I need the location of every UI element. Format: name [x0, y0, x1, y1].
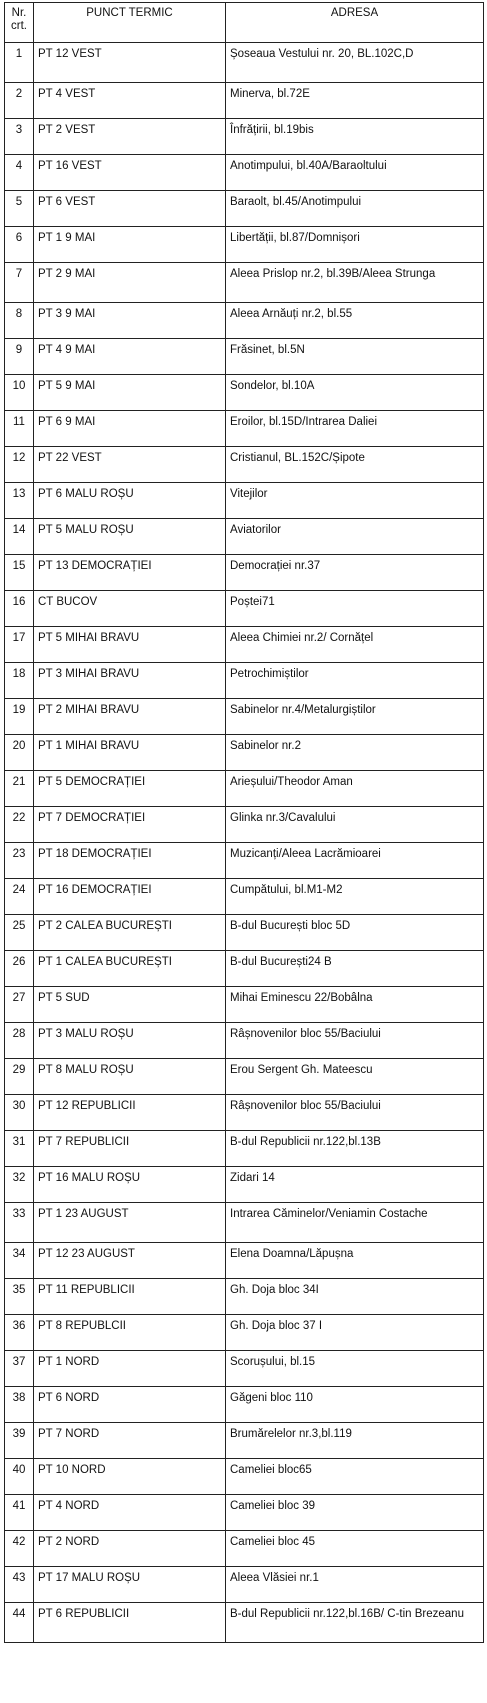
cell-adresa: B-dul București24 B	[226, 951, 484, 987]
cell-punct-termic: PT 12 VEST	[34, 43, 226, 83]
table-row	[5, 735, 484, 771]
cell-nr: 40	[5, 1459, 34, 1495]
table-row	[5, 1495, 484, 1531]
cell-punct-termic: PT 6 VEST	[34, 191, 226, 227]
cell-punct-termic: PT 5 MIHAI BRAVU	[34, 627, 226, 663]
cell-nr: 5	[5, 191, 34, 227]
cell-punct-termic: PT 5 9 MAI	[34, 375, 226, 411]
cell-adresa: Găgeni bloc 110	[226, 1387, 484, 1423]
cell-adresa: Cameliei bloc65	[226, 1459, 484, 1495]
heating-points-document	[4, 2, 483, 1643]
cell-punct-termic: CT BUCOV	[34, 591, 226, 627]
table-row	[5, 1203, 484, 1243]
cell-punct-termic: PT 4 NORD	[34, 1495, 226, 1531]
cell-nr: 39	[5, 1423, 34, 1459]
table-row	[5, 1351, 484, 1387]
header-punct-termic: PUNCT TERMIC	[34, 3, 226, 43]
cell-punct-termic: PT 6 REPUBLICII	[34, 1603, 226, 1643]
cell-nr: 2	[5, 83, 34, 119]
table-row	[5, 1023, 484, 1059]
cell-adresa: Aleea Arnăuți nr.2, bl.55	[226, 303, 484, 339]
cell-nr: 36	[5, 1315, 34, 1351]
cell-punct-termic: PT 7 NORD	[34, 1423, 226, 1459]
cell-adresa: B-dul București bloc 5D	[226, 915, 484, 951]
cell-nr: 33	[5, 1203, 34, 1243]
cell-nr: 13	[5, 483, 34, 519]
cell-nr: 3	[5, 119, 34, 155]
table-row	[5, 303, 484, 339]
cell-nr: 20	[5, 735, 34, 771]
cell-nr: 17	[5, 627, 34, 663]
cell-punct-termic: PT 2 VEST	[34, 119, 226, 155]
cell-punct-termic: PT 6 NORD	[34, 1387, 226, 1423]
cell-adresa: Intrarea Căminelor/Veniamin Costache	[226, 1203, 484, 1243]
cell-nr: 30	[5, 1095, 34, 1131]
cell-punct-termic: PT 2 NORD	[34, 1531, 226, 1567]
cell-nr: 15	[5, 555, 34, 591]
cell-punct-termic: PT 10 NORD	[34, 1459, 226, 1495]
cell-adresa: Sabinelor nr.2	[226, 735, 484, 771]
table-row	[5, 411, 484, 447]
cell-nr: 1	[5, 43, 34, 83]
cell-punct-termic: PT 5 SUD	[34, 987, 226, 1023]
cell-adresa: Mihai Eminescu 22/Bobâlna	[226, 987, 484, 1023]
table-row	[5, 155, 484, 191]
table-row	[5, 627, 484, 663]
table-row	[5, 807, 484, 843]
cell-nr: 42	[5, 1531, 34, 1567]
cell-adresa: Sabinelor nr.4/Metalurgiștilor	[226, 699, 484, 735]
table-row	[5, 591, 484, 627]
cell-punct-termic: PT 12 23 AUGUST	[34, 1243, 226, 1279]
cell-adresa: Petrochimiștilor	[226, 663, 484, 699]
cell-adresa: Cristianul, BL.152C/Șipote	[226, 447, 484, 483]
cell-nr: 7	[5, 263, 34, 303]
cell-punct-termic: PT 8 MALU ROȘU	[34, 1059, 226, 1095]
cell-punct-termic: PT 2 9 MAI	[34, 263, 226, 303]
header-nr: Nr. crt.	[5, 3, 34, 43]
table-row	[5, 191, 484, 227]
cell-punct-termic: PT 1 MIHAI BRAVU	[34, 735, 226, 771]
cell-adresa: Baraolt, bl.45/Anotimpului	[226, 191, 484, 227]
table-row	[5, 483, 484, 519]
cell-adresa: Minerva, bl.72E	[226, 83, 484, 119]
cell-punct-termic: PT 1 CALEA BUCUREȘTI	[34, 951, 226, 987]
cell-nr: 22	[5, 807, 34, 843]
cell-adresa: Înfrățirii, bl.19bis	[226, 119, 484, 155]
cell-adresa: Râșnovenilor bloc 55/Baciului	[226, 1095, 484, 1131]
cell-nr: 19	[5, 699, 34, 735]
cell-punct-termic: PT 7 DEMOCRAȚIEI	[34, 807, 226, 843]
cell-nr: 37	[5, 1351, 34, 1387]
table-row	[5, 951, 484, 987]
cell-nr: 8	[5, 303, 34, 339]
cell-adresa: Gh. Doja bloc 34I	[226, 1279, 484, 1315]
table-row	[5, 1095, 484, 1131]
cell-nr: 18	[5, 663, 34, 699]
cell-nr: 6	[5, 227, 34, 263]
cell-adresa: Libertății, bl.87/Domnișori	[226, 227, 484, 263]
table-row	[5, 1459, 484, 1495]
table-row	[5, 375, 484, 411]
cell-punct-termic: PT 2 MIHAI BRAVU	[34, 699, 226, 735]
table-row	[5, 83, 484, 119]
cell-punct-termic: PT 4 VEST	[34, 83, 226, 119]
table-row	[5, 447, 484, 483]
cell-punct-termic: PT 13 DEMOCRAȚIEI	[34, 555, 226, 591]
table-row	[5, 879, 484, 915]
cell-adresa: Aleea Chimiei nr.2/ Cornățel	[226, 627, 484, 663]
table-row	[5, 699, 484, 735]
cell-adresa: Brumărelelor nr.3,bl.119	[226, 1423, 484, 1459]
cell-nr: 27	[5, 987, 34, 1023]
cell-adresa: Cameliei bloc 39	[226, 1495, 484, 1531]
table-row	[5, 43, 484, 83]
table-row	[5, 1567, 484, 1603]
cell-adresa: Șoseaua Vestului nr. 20, BL.102C,D	[226, 43, 484, 83]
cell-adresa: Muzicanți/Aleea Lacrămioarei	[226, 843, 484, 879]
cell-adresa: Poștei71	[226, 591, 484, 627]
table-row	[5, 843, 484, 879]
cell-nr: 16	[5, 591, 34, 627]
cell-adresa: Elena Doamna/Lăpușna	[226, 1243, 484, 1279]
cell-punct-termic: PT 3 MALU ROȘU	[34, 1023, 226, 1059]
cell-punct-termic: PT 1 9 MAI	[34, 227, 226, 263]
cell-adresa: Vitejilor	[226, 483, 484, 519]
cell-punct-termic: PT 12 REPUBLICII	[34, 1095, 226, 1131]
cell-nr: 38	[5, 1387, 34, 1423]
table-row	[5, 1243, 484, 1279]
cell-punct-termic: PT 3 MIHAI BRAVU	[34, 663, 226, 699]
cell-nr: 32	[5, 1167, 34, 1203]
cell-adresa: Râșnovenilor bloc 55/Baciului	[226, 1023, 484, 1059]
cell-nr: 28	[5, 1023, 34, 1059]
cell-nr: 44	[5, 1603, 34, 1643]
table-row	[5, 1167, 484, 1203]
cell-adresa: Cumpătului, bl.M1-M2	[226, 879, 484, 915]
cell-adresa: Frăsinet, bl.5N	[226, 339, 484, 375]
table-row	[5, 1531, 484, 1567]
cell-nr: 14	[5, 519, 34, 555]
cell-nr: 43	[5, 1567, 34, 1603]
cell-punct-termic: PT 22 VEST	[34, 447, 226, 483]
table-row	[5, 339, 484, 375]
cell-punct-termic: PT 3 9 MAI	[34, 303, 226, 339]
table-row	[5, 1315, 484, 1351]
cell-adresa: Erou Sergent Gh. Mateescu	[226, 1059, 484, 1095]
table-row	[5, 987, 484, 1023]
cell-nr: 21	[5, 771, 34, 807]
cell-punct-termic: PT 4 9 MAI	[34, 339, 226, 375]
cell-punct-termic: PT 2 CALEA BUCUREȘTI	[34, 915, 226, 951]
table-row	[5, 1387, 484, 1423]
cell-adresa: Aleea Prislop nr.2, bl.39B/Aleea Strunga	[226, 263, 484, 303]
cell-nr: 4	[5, 155, 34, 191]
cell-adresa: Democrației nr.37	[226, 555, 484, 591]
table-row	[5, 915, 484, 951]
cell-punct-termic: PT 11 REPUBLICII	[34, 1279, 226, 1315]
cell-adresa: Glinka nr.3/Cavalului	[226, 807, 484, 843]
table-row	[5, 555, 484, 591]
cell-adresa: Scorușului, bl.15	[226, 1351, 484, 1387]
cell-nr: 23	[5, 843, 34, 879]
cell-adresa: Gh. Doja bloc 37 I	[226, 1315, 484, 1351]
cell-punct-termic: PT 16 DEMOCRAȚIEI	[34, 879, 226, 915]
cell-nr: 26	[5, 951, 34, 987]
table-row	[5, 263, 484, 303]
cell-punct-termic: PT 1 NORD	[34, 1351, 226, 1387]
table-body	[5, 43, 484, 1643]
cell-adresa: B-dul Republicii nr.122,bl.16B/ C-tin Brezeanu	[226, 1603, 484, 1643]
table-row	[5, 519, 484, 555]
cell-punct-termic: PT 7 REPUBLICII	[34, 1131, 226, 1167]
cell-nr: 35	[5, 1279, 34, 1315]
cell-adresa: Zidari 14	[226, 1167, 484, 1203]
cell-punct-termic: PT 16 VEST	[34, 155, 226, 191]
cell-nr: 34	[5, 1243, 34, 1279]
cell-nr: 31	[5, 1131, 34, 1167]
cell-adresa: Sondelor, bl.10A	[226, 375, 484, 411]
cell-nr: 24	[5, 879, 34, 915]
cell-punct-termic: PT 5 MALU ROȘU	[34, 519, 226, 555]
cell-punct-termic: PT 18 DEMOCRAȚIEI	[34, 843, 226, 879]
cell-adresa: Eroilor, bl.15D/Intrarea Daliei	[226, 411, 484, 447]
cell-adresa: Aviatorilor	[226, 519, 484, 555]
table-row	[5, 663, 484, 699]
table-row	[5, 1059, 484, 1095]
cell-punct-termic: PT 6 9 MAI	[34, 411, 226, 447]
table-row	[5, 1131, 484, 1167]
cell-nr: 25	[5, 915, 34, 951]
heating-points-table	[4, 2, 484, 1643]
cell-adresa: Aleea Vlăsiei nr.1	[226, 1567, 484, 1603]
cell-nr: 10	[5, 375, 34, 411]
cell-nr: 11	[5, 411, 34, 447]
cell-punct-termic: PT 16 MALU ROȘU	[34, 1167, 226, 1203]
header-adresa: ADRESA	[226, 3, 484, 43]
table-row	[5, 1279, 484, 1315]
table-row	[5, 1603, 484, 1643]
cell-adresa: Arieșului/Theodor Aman	[226, 771, 484, 807]
cell-nr: 12	[5, 447, 34, 483]
cell-punct-termic: PT 5 DEMOCRAȚIEI	[34, 771, 226, 807]
table-row	[5, 119, 484, 155]
cell-adresa: Cameliei bloc 45	[226, 1531, 484, 1567]
cell-adresa: B-dul Republicii nr.122,bl.13B	[226, 1131, 484, 1167]
cell-punct-termic: PT 6 MALU ROȘU	[34, 483, 226, 519]
table-row	[5, 227, 484, 263]
cell-punct-termic: PT 17 MALU ROȘU	[34, 1567, 226, 1603]
cell-adresa: Anotimpului, bl.40A/Baraoltului	[226, 155, 484, 191]
table-row	[5, 1423, 484, 1459]
table-header-row	[5, 3, 484, 43]
cell-nr: 9	[5, 339, 34, 375]
table-row	[5, 771, 484, 807]
cell-punct-termic: PT 1 23 AUGUST	[34, 1203, 226, 1243]
cell-punct-termic: PT 8 REPUBLCII	[34, 1315, 226, 1351]
cell-nr: 41	[5, 1495, 34, 1531]
cell-nr: 29	[5, 1059, 34, 1095]
